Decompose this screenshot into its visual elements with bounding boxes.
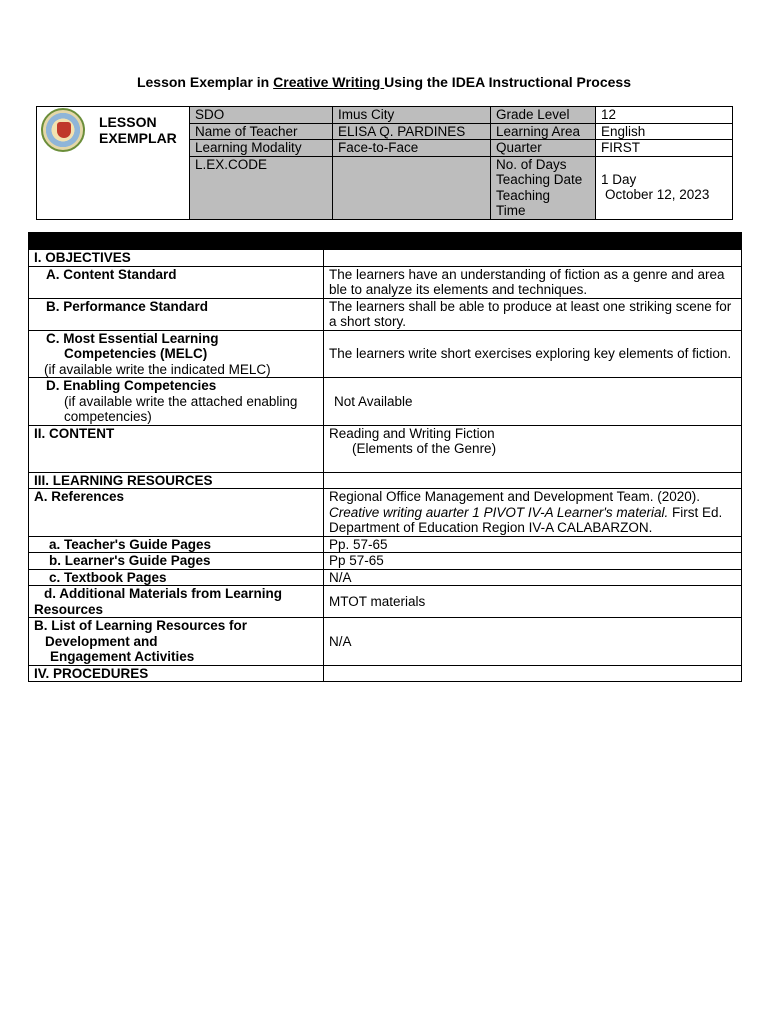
area-value: English [596,123,733,140]
date-label: Teaching Date [496,172,583,187]
document-title [0,74,768,90]
resource-list-value: N/A [324,618,742,666]
content-standard-label: A. Content Standard [29,266,324,298]
quarter-label: Quarter [491,140,596,157]
header-bar [29,233,742,250]
learning-resources-label: III. LEARNING RESOURCES [29,472,324,489]
melc-label-2: Competencies (MELC) [64,346,208,361]
days-value: 1 Day [601,171,637,187]
lesson-plan-table [28,232,742,682]
resource-list-label-2: Development and [45,633,158,649]
textbook-row [29,569,742,586]
enabling-label-cell [29,378,324,426]
content-value-cell [324,425,742,472]
teachers-guide-value: Pp. 57-65 [324,536,742,553]
time-label-1: Teaching [496,187,551,203]
learning-resources-row [29,472,742,489]
grade-value: 12 [596,107,733,124]
textbook-label: c. Textbook Pages [29,569,324,586]
logo-cell [37,107,190,157]
sdo-value: Imus City [333,107,491,124]
references-text-1: Regional Office Management and Development Team. (2020). [329,489,700,504]
enabling-competencies-row [29,378,742,426]
days-date-time-labels [491,156,596,219]
teacher-value: ELISA Q. PARDINES [333,123,491,140]
melc-note: (if available write the indicated MELC) [44,361,271,377]
content-value-1: Reading and Writing Fiction [329,425,495,441]
additional-materials-value: MTOT materials [324,586,742,618]
references-text-3: First Ed. Department of Education Region IV-A CALABARZON. [329,504,723,535]
references-value [324,489,742,537]
melc-value: The learners write short exercises exploring key elements of fiction. [324,330,742,378]
modality-value: Face-to-Face [333,140,491,157]
references-text-italic: Creative writing auarter 1 PIVOT IV-A Learner's material. [329,504,669,520]
procedures-row [29,665,742,682]
resource-list-label [29,618,324,666]
textbook-value: N/A [324,569,742,586]
content-standard-row [29,266,742,298]
melc-label-1: C. Most Essential Learning [46,330,219,346]
additional-materials-label-1: d. Additional Materials from Learning [44,586,283,601]
area-label: Learning Area [491,123,596,140]
content-value-2: (Elements of the Genre) [352,441,497,456]
enabling-note-1: (if available write the attached enabling [64,393,298,409]
time-label-2: Time [496,203,526,218]
lesson-exemplar-label [99,114,177,146]
resource-list-label-1: B. List of Learning Resources for [34,618,248,633]
content-standard-value: The learners have an understanding of fiction as a genre and area ble to analyze its elements and techniques. [324,266,742,298]
procedures-label: IV. PROCEDURES [29,665,324,682]
title-prefix: Lesson Exemplar in [136,74,274,90]
objectives-label: I. OBJECTIVES [29,250,324,267]
melc-row [29,330,742,378]
content-row [29,425,742,472]
grade-label: Grade Level [491,107,596,124]
lesson-header-table [36,106,733,220]
learners-guide-value: Pp 57-65 [324,553,742,570]
performance-standard-value: The learners shall be able to produce at least one striking scene for a short story. [324,298,742,330]
blank-cell [37,156,190,219]
enabling-value: Not Available [324,378,742,426]
sdo-label: SDO [190,107,333,124]
objectives-row [29,250,742,267]
additional-materials-label-2: Resources [34,601,104,617]
learners-guide-label: b. Learner's Guide Pages [29,553,324,570]
additional-materials-row [29,586,742,618]
quarter-value: FIRST [596,140,733,157]
teacher-label: Name of Teacher [190,123,333,140]
lexcode-value [333,156,491,219]
melc-label-cell [29,330,324,378]
additional-materials-label [29,586,324,618]
enabling-note-2: competencies) [64,409,152,424]
resource-list-label-3: Engagement Activities [50,649,195,664]
learners-guide-row [29,553,742,570]
logo-line-2: EXEMPLAR [99,130,177,146]
teachers-guide-label: a. Teacher's Guide Pages [29,536,324,553]
lexcode-label: L.EX.CODE [190,156,333,219]
modality-label: Learning Modality [190,140,333,157]
deped-seal-icon [41,108,85,152]
date-value: October 12, 2023 [605,187,710,202]
performance-standard-row [29,298,742,330]
days-label: No. of Days [496,156,567,172]
resource-list-row [29,618,742,666]
logo-line-1: LESSON [99,114,157,130]
title-subject: Creative Writing [273,74,385,90]
references-label: A. References [29,489,324,537]
title-suffix: Using the IDEA Instructional Process [384,74,632,90]
enabling-label: D. Enabling Competencies [46,378,217,393]
teachers-guide-row [29,536,742,553]
content-label: II. CONTENT [29,425,324,472]
performance-standard-label: B. Performance Standard [29,298,324,330]
days-date-values [596,156,733,219]
references-row [29,489,742,537]
